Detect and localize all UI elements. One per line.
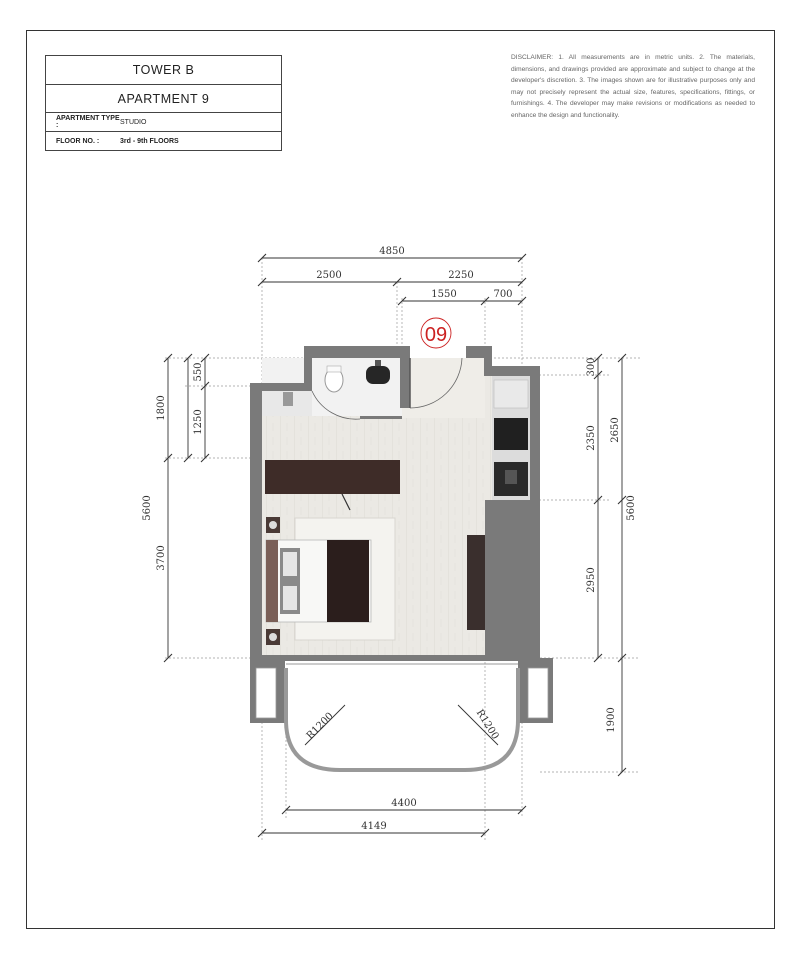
apartment-type-value: STUDIO	[120, 118, 147, 126]
cooktop-icon	[494, 418, 528, 450]
toilet-tank	[327, 366, 341, 372]
pillow-icon-2	[283, 586, 297, 610]
dim-top-total: 4850	[379, 246, 405, 257]
tv-unit	[467, 535, 485, 630]
kitchen-faucet-icon	[505, 470, 517, 484]
fridge-icon	[494, 380, 528, 408]
bed-headboard	[266, 540, 278, 622]
sink-icon	[366, 366, 390, 384]
floor-value: 3rd - 9th FLOORS	[120, 138, 179, 145]
dim-right-inner-1: 300	[586, 357, 597, 377]
wardrobe-desk	[265, 460, 400, 494]
pillow-icon-1	[283, 552, 297, 576]
dim-right-outer-1: 2650	[610, 417, 621, 443]
dim-left-inner-2: 1250	[193, 409, 204, 435]
tower-name: TOWER B	[46, 56, 281, 85]
dim-top-right: 2250	[448, 270, 474, 281]
dim-right-inner-3: 2950	[586, 567, 597, 593]
dim-bottom-1: 4400	[391, 798, 417, 809]
unit-marker-label: 09	[424, 324, 448, 346]
dim-top-sub-2: 700	[493, 289, 513, 300]
faucet-icon	[375, 360, 381, 366]
disclaimer-text: DISCLAIMER: 1. All measurements are in metric units. 2. The materials, dimensions, and drawings provided are approximate and subject to change at the developer's discretion. 3. The images shown are for illustrative purposes only and may not precisely represent the actual size, features, specifications, fittings, or furnishings. 4. The developer may make revisions or modifications as needed to enhance the design and functionality.	[511, 54, 755, 119]
balcony-planter-left	[256, 668, 276, 718]
dim-right-inner-2: 2350	[586, 425, 597, 451]
dim-left-outer-total: 5600	[142, 495, 153, 521]
dim-left-outer-bottom: 3700	[156, 545, 167, 571]
lamp-icon-top	[269, 521, 277, 529]
dim-left-inner-1: 550	[193, 362, 204, 382]
dim-radius-left: R1200	[304, 710, 336, 742]
dim-left-outer-top: 1800	[156, 395, 167, 421]
lamp-icon-bottom	[269, 633, 277, 641]
dim-right-outer-total: 5600	[626, 495, 637, 521]
shower-icon	[283, 392, 293, 406]
bed-throw	[327, 540, 369, 622]
dim-top-sub-1: 1550	[431, 289, 457, 300]
floor-label: FLOOR NO. :	[56, 138, 100, 145]
apartment-name: APARTMENT 9	[46, 85, 281, 113]
dim-top-left: 2500	[316, 270, 342, 281]
dim-bottom-2: 4149	[361, 821, 387, 832]
apartment-type-label: APARTMENT TYPE :	[56, 115, 120, 129]
dim-radius-right: R1200	[473, 707, 501, 742]
entry-floor	[402, 358, 485, 418]
dim-right-balcony: 1900	[606, 707, 617, 733]
balcony-planter-right	[528, 668, 548, 718]
